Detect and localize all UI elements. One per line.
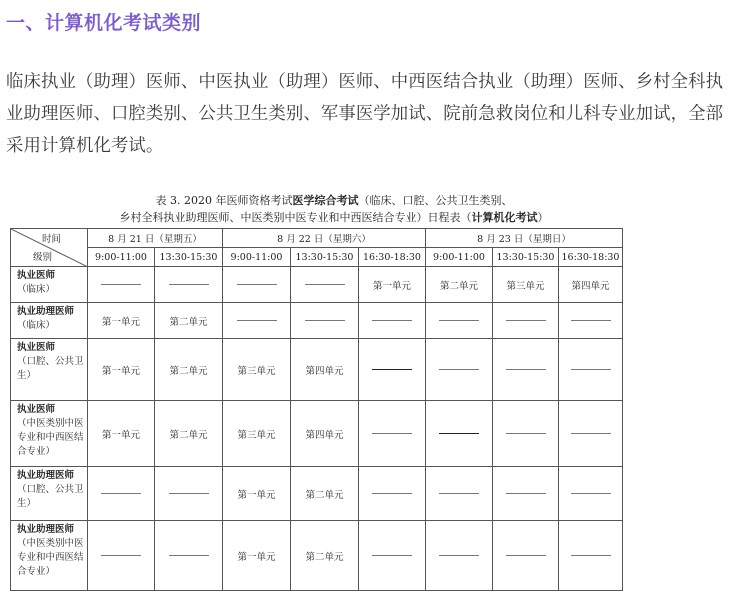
level-sub: （口腔、公共卫生） (17, 356, 84, 381)
empty-cell (493, 339, 559, 401)
empty-cell (359, 467, 426, 521)
level-sub: （临床） (17, 284, 56, 295)
empty-cell (291, 303, 359, 339)
empty-cell (559, 521, 623, 591)
time-slot-header: 9:00-11:00 (88, 248, 155, 267)
unit-cell: 第一单元 (88, 339, 155, 401)
empty-cell (426, 521, 493, 591)
unit-cell: 第三单元 (223, 401, 291, 467)
header-time-label: 时间 (41, 234, 61, 245)
dash-mark (439, 555, 479, 556)
slot-row (11, 248, 623, 267)
dash-mark (439, 433, 479, 434)
dash-mark (101, 284, 141, 285)
empty-cell (426, 303, 493, 339)
dash-mark (571, 369, 611, 370)
empty-cell (559, 339, 623, 401)
empty-cell (359, 303, 426, 339)
unit-cell: 第一单元 (88, 401, 155, 467)
level-cell (11, 339, 88, 401)
dash-mark (372, 320, 412, 321)
empty-cell (223, 267, 291, 303)
dash-mark (506, 555, 546, 556)
level-main: 执业医师 (17, 342, 56, 353)
dash-mark (372, 493, 412, 494)
level-sub: （中医类别中医专业和中西医结合专业） (17, 418, 84, 457)
empty-cell (291, 267, 359, 303)
day-header: 8 月 23 日（星期日） (426, 229, 623, 248)
unit-cell: 第二单元 (155, 303, 223, 339)
unit-cell: 第二单元 (291, 467, 359, 521)
level-main: 执业医师 (17, 404, 56, 415)
dash-mark (305, 284, 345, 285)
empty-cell (359, 401, 426, 467)
empty-cell (493, 303, 559, 339)
schedule-table (10, 228, 623, 591)
empty-cell (359, 521, 426, 591)
unit-cell: 第一单元 (223, 521, 291, 591)
intro-paragraph: 临床执业（助理）医师、中医执业（助理）医师、中西医结合执业（助理）医师、乡村全科执业助理医师、口腔类别、公共卫生类别、军事医学加试、院前急救岗位和儿科专业加试，全部采用计算机化考试。 (6, 72, 724, 156)
dash-mark (169, 493, 209, 494)
time-slot-header: 9:00-11:00 (223, 248, 291, 267)
empty-cell (155, 521, 223, 591)
header-level-label: 级别 (33, 252, 53, 263)
empty-cell (359, 339, 426, 401)
empty-cell (223, 303, 291, 339)
empty-cell (155, 467, 223, 521)
unit-cell: 第一单元 (359, 267, 426, 303)
dash-mark (571, 493, 611, 494)
empty-cell (426, 467, 493, 521)
table-row (11, 521, 623, 591)
dash-mark (571, 433, 611, 434)
dash-mark (237, 284, 277, 285)
unit-cell: 第一单元 (88, 303, 155, 339)
level-cell (11, 521, 88, 591)
level-cell (11, 267, 88, 303)
empty-cell (426, 401, 493, 467)
dash-mark (169, 555, 209, 556)
dash-mark (506, 493, 546, 494)
dash-mark (169, 284, 209, 285)
level-cell (11, 401, 88, 467)
dash-mark (372, 433, 412, 434)
table-row (11, 467, 623, 521)
unit-cell: 第二单元 (155, 401, 223, 467)
level-main: 执业助理医师 (17, 306, 75, 317)
level-sub: （中医类别中医专业和中西医结合专业） (17, 538, 84, 577)
unit-cell: 第四单元 (291, 401, 359, 467)
level-main: 执业助理医师 (17, 470, 75, 481)
dash-mark (506, 369, 546, 370)
empty-cell (493, 521, 559, 591)
empty-cell (88, 521, 155, 591)
dash-mark (506, 320, 546, 321)
table-row (11, 303, 623, 339)
table-row (11, 267, 623, 303)
time-slot-header: 16:30-18:30 (359, 248, 426, 267)
empty-cell (559, 401, 623, 467)
level-sub: （口腔、公共卫生） (17, 484, 84, 509)
dash-mark (506, 433, 546, 434)
dash-mark (439, 369, 479, 370)
caption-line-2: 乡村全科执业助理医师、中医类别中医专业和中西医结合专业）日程表（计算机化考试） (119, 211, 549, 224)
table-row (11, 339, 623, 401)
empty-cell (493, 467, 559, 521)
empty-cell (426, 339, 493, 401)
unit-cell: 第二单元 (426, 267, 493, 303)
table-row (11, 401, 623, 467)
time-slot-header: 13:30-15:30 (155, 248, 223, 267)
dash-mark (372, 555, 412, 556)
dash-mark (237, 320, 277, 321)
level-cell (11, 303, 88, 339)
empty-cell (88, 467, 155, 521)
table-caption (84, 192, 584, 226)
day-header: 8 月 21 日（星期五） (88, 229, 223, 248)
dash-mark (439, 493, 479, 494)
section-title: 一、计算机化考试类别 (6, 12, 202, 34)
empty-cell (493, 401, 559, 467)
empty-cell (88, 267, 155, 303)
dash-mark (305, 320, 345, 321)
unit-cell: 第一单元 (223, 467, 291, 521)
time-slot-header: 9:00-11:00 (426, 248, 493, 267)
level-main: 执业助理医师 (17, 524, 75, 535)
level-main: 执业医师 (17, 270, 56, 281)
unit-cell: 第四单元 (559, 267, 623, 303)
caption-line-1: 表 3. 2020 年医师资格考试医学综合考试（临床、口腔、公共卫生类别、 (155, 194, 513, 207)
dash-mark (439, 320, 479, 321)
dash-mark (101, 493, 141, 494)
level-cell (11, 467, 88, 521)
time-slot-header: 13:30-15:30 (493, 248, 559, 267)
empty-cell (559, 303, 623, 339)
unit-cell: 第四单元 (291, 339, 359, 401)
empty-cell (155, 267, 223, 303)
dash-mark (101, 555, 141, 556)
time-slot-header: 13:30-15:30 (291, 248, 359, 267)
unit-cell: 第三单元 (223, 339, 291, 401)
time-slot-header: 16:30-18:30 (559, 248, 623, 267)
dash-mark (571, 320, 611, 321)
unit-cell: 第二单元 (155, 339, 223, 401)
unit-cell: 第二单元 (291, 521, 359, 591)
dash-mark (571, 555, 611, 556)
level-sub: （临床） (17, 320, 56, 331)
header-corner-cell (11, 229, 88, 267)
day-header: 8 月 22 日（星期六） (223, 229, 426, 248)
dash-mark (372, 369, 412, 370)
empty-cell (559, 467, 623, 521)
unit-cell: 第三单元 (493, 267, 559, 303)
